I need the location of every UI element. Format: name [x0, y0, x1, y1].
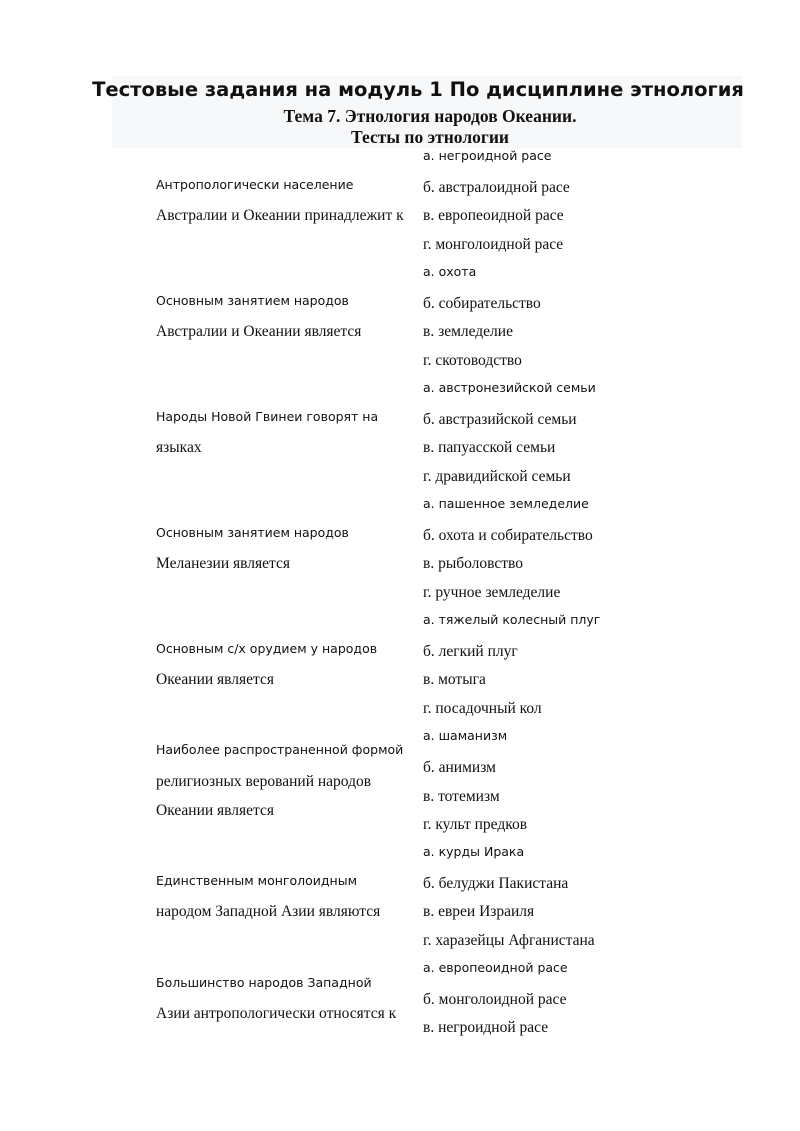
answer-option: б. охота и собирательство: [423, 527, 593, 544]
answer-option: г. монголоидной расе: [423, 236, 564, 253]
question-text: Основным занятием народов: [156, 293, 349, 308]
page-title: Тестовые задания на модуль 1 По дисциплине этнология: [92, 78, 744, 101]
answer-option: а. австронезийской семьи: [423, 380, 596, 395]
answer-option: в. евреи Израиля: [423, 903, 535, 920]
page-subtitle: Тема 7. Этнология народов Океании.: [283, 106, 577, 126]
question-text: Основным с/х орудием у народов: [156, 641, 378, 656]
answer-option: б. монголоидной расе: [423, 991, 567, 1008]
question-text: народом Западной Азии являются: [156, 903, 381, 920]
answer-option: а. пашенное земледелие: [423, 496, 589, 511]
answer-option: в. мотыга: [423, 671, 486, 688]
question-text: Океании является: [156, 671, 275, 688]
page-subtitle-2: Тесты по этнологии: [350, 127, 510, 147]
answer-option: а. негроидной расе: [423, 148, 552, 163]
question-text: Народы Новой Гвинеи говорят на: [156, 409, 379, 424]
answer-option: б. анимизм: [423, 759, 496, 776]
question-text: Океании является: [156, 802, 275, 819]
question-text: религиозных верований народов: [156, 773, 372, 790]
question-text: языках: [156, 439, 202, 456]
question-text: Основным занятием народов: [156, 525, 349, 540]
answer-option: б. легкий плуг: [423, 643, 518, 660]
question-text: Австралии и Океании является: [156, 323, 362, 340]
answer-option: в. папуасской семьи: [423, 439, 556, 456]
answer-option: в. негроидной расе: [423, 1019, 549, 1036]
answer-option: а. тяжелый колесный плуг: [423, 612, 601, 627]
answer-option: а. шаманизм: [423, 728, 508, 743]
answer-option: г. дравидийской семьи: [423, 468, 571, 485]
answer-option: а. европеоидной расе: [423, 960, 568, 975]
answer-option: б. собирательство: [423, 295, 541, 312]
answer-option: г. скотоводство: [423, 352, 522, 369]
question-text: Азии антропологически относятся к: [156, 1005, 397, 1022]
answer-option: г. ручное земледелие: [423, 584, 561, 601]
answer-option: б. австразийской семьи: [423, 411, 577, 428]
answer-option: г. посадочный кол: [423, 700, 542, 717]
answer-option: б. австралоидной расе: [423, 179, 570, 196]
answer-option: в. рыболовство: [423, 555, 523, 572]
answer-option: в. тотемизм: [423, 788, 500, 805]
question-text: Антропологически население: [156, 177, 354, 192]
answer-option: б. белуджи Пакистана: [423, 875, 569, 892]
answer-option: а. курды Ирака: [423, 844, 525, 859]
question-text: Меланезии является: [156, 555, 290, 572]
question-text: Наиболее распространенной формой: [156, 742, 404, 757]
question-text: Большинство народов Западной: [156, 975, 372, 990]
answer-option: в. земледелие: [423, 323, 513, 340]
answer-option: г. харазейцы Афганистана: [423, 932, 595, 949]
answer-option: г. культ предков: [423, 816, 528, 833]
answer-option: в. европеоидной расе: [423, 207, 564, 224]
question-text: Единственным монголоидным: [156, 873, 358, 888]
answer-option: а. охота: [423, 264, 477, 279]
question-text: Австралии и Океании принадлежит к: [156, 207, 404, 224]
